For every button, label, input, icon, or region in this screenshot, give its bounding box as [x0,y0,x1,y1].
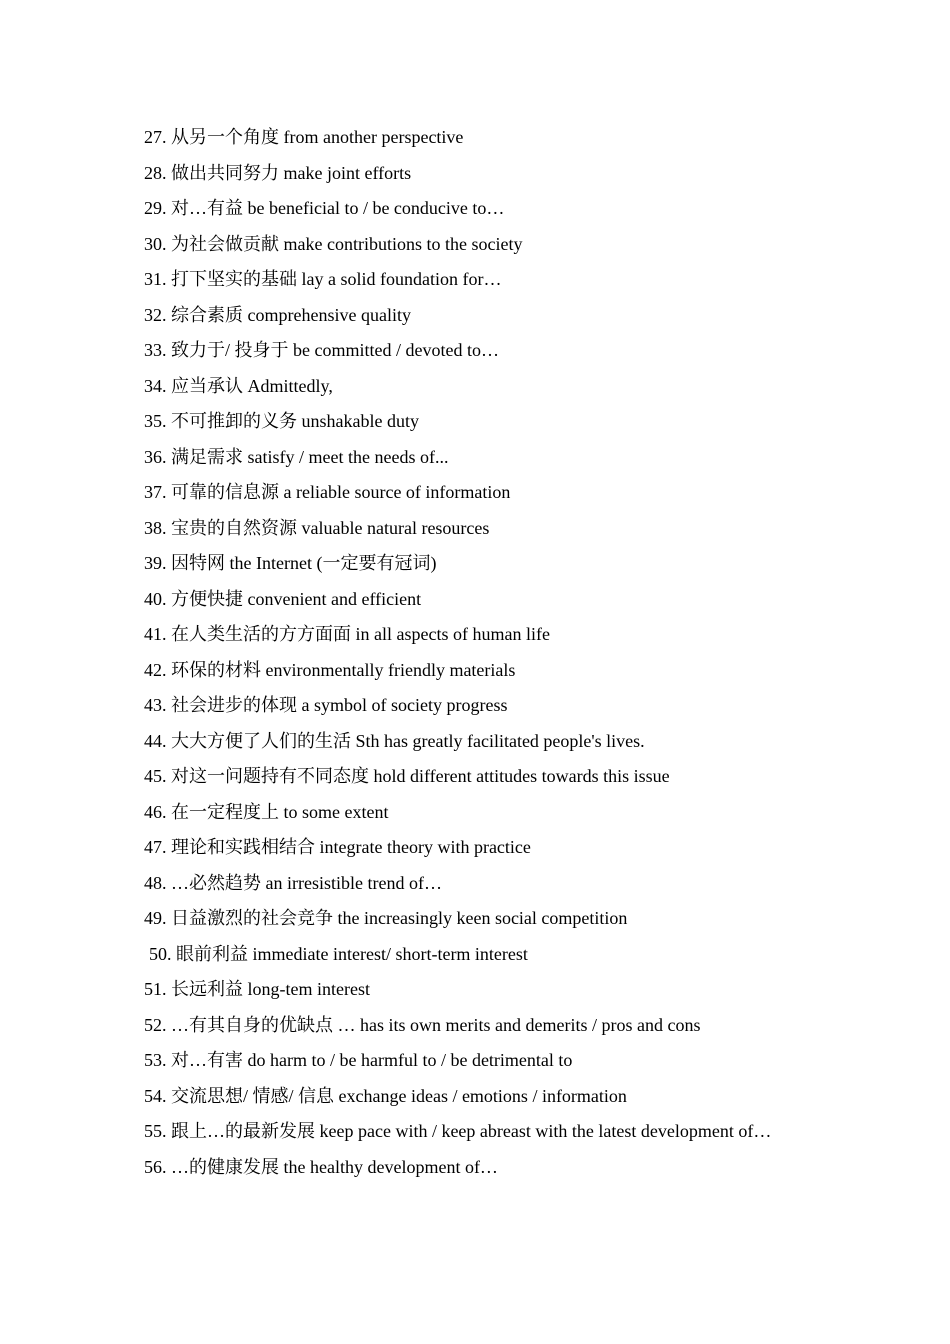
phrase-item-45: 45. 对这一问题持有不同态度 hold different attitudes towards this issue [144,766,670,786]
phrase-item-38: 38. 宝贵的自然资源 valuable natural resources [144,517,490,538]
phrase-item-48: 48. …必然趋势 an irresistible trend of… [144,872,442,893]
phrase-item-42: 42. 环保的材料 environmentally friendly materials [144,659,516,680]
phrase-item-33: 33. 致力于/ 投身于 be committed / devoted to… [144,340,499,360]
phrase-item-37: 37. 可靠的信息源 a reliable source of information [144,482,511,502]
phrase-item-32: 32. 综合素质 comprehensive quality [144,304,411,325]
phrase-item-40: 40. 方便快捷 convenient and efficient [144,588,422,609]
phrase-item-51: 51. 长远利益 long-tem interest [144,979,370,999]
phrase-item-35: 35. 不可推卸的义务 unshakable duty [144,411,419,431]
phrase-item-43: 43. 社会进步的体现 a symbol of society progress [144,695,508,715]
phrase-item-34: 34. 应当承认 Admittedly, [144,375,333,396]
phrase-item-46: 46. 在一定程度上 to some extent [144,801,389,822]
phrase-item-28: 28. 做出共同努力 make joint efforts [144,162,412,183]
phrase-item-30: 30. 为社会做贡献 make contributions to the society [144,233,523,254]
phrase-item-56: 56. …的健康发展 the healthy development of… [144,1156,498,1177]
phrase-list [144,120,806,1185]
phrase-item-50: 50. 眼前利益 immediate interest/ short-term interest [149,943,528,964]
phrase-item-39: 39. 因特网 the Internet (一定要有冠词) [144,553,437,573]
phrase-item-44: 44. 大大方便了人们的生活 Sth has greatly facilitated people's lives. [144,730,645,751]
phrase-item-27: 27. 从另一个角度 from another perspective [144,127,464,147]
phrase-item-53: 53. 对…有害 do harm to / be harmful to / be detrimental to [144,1050,573,1070]
phrase-item-47: 47. 理论和实践相结合 integrate theory with practice [144,837,531,857]
phrase-item-55: 55. 跟上…的最新发展 keep pace with / keep abreast with the latest development of… [144,1121,772,1141]
phrase-item-54: 54. 交流思想/ 情感/ 信息 exchange ideas / emotions / information [144,1085,627,1106]
phrase-item-52: 52. …有其自身的优缺点 … has its own merits and demerits / pros and cons [144,1014,701,1035]
phrase-item-31: 31. 打下坚实的基础 lay a solid foundation for… [144,269,502,289]
phrase-item-41: 41. 在人类生活的方方面面 in all aspects of human life [144,624,550,644]
phrase-item-36: 36. 满足需求 satisfy / meet the needs of... [144,446,449,467]
phrase-item-49: 49. 日益激烈的社会竞争 the increasingly keen social competition [144,908,628,928]
phrase-item-29: 29. 对…有益 be beneficial to / be conducive to… [144,198,505,218]
